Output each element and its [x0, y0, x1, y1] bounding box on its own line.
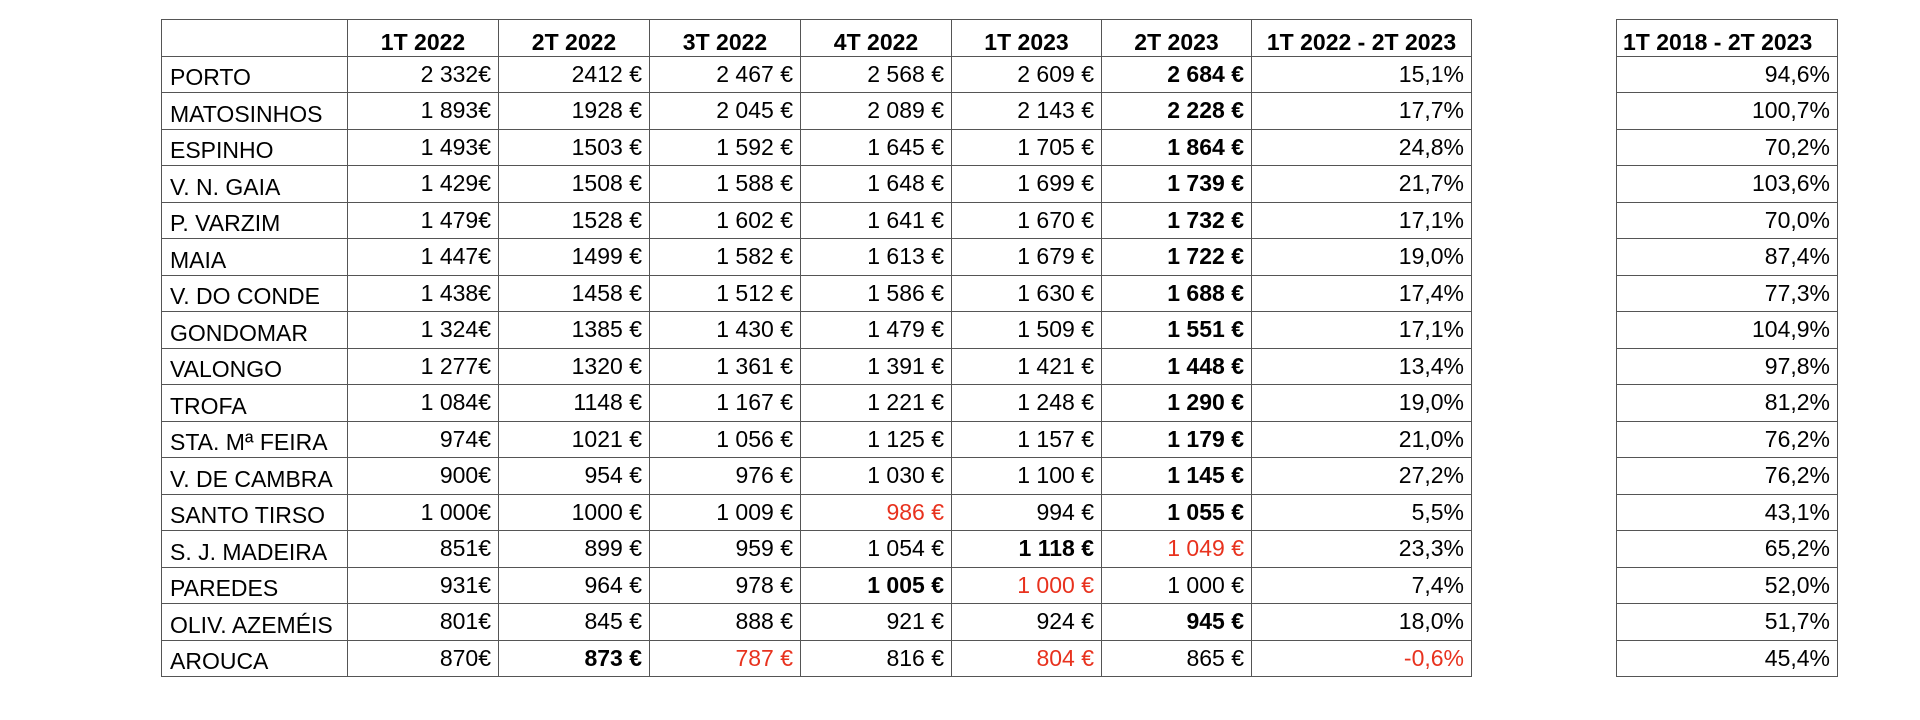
- city-cell: V. DO CONDE: [162, 275, 348, 312]
- price-cell: 1 429€: [348, 166, 499, 203]
- price-cell: 1 739 €: [1102, 166, 1252, 203]
- column-header: 1T 2022: [348, 20, 499, 57]
- price-cell: 1 893€: [348, 93, 499, 130]
- city-cell: STA. Mª FEIRA: [162, 421, 348, 458]
- price-cell: 1 100 €: [952, 458, 1102, 495]
- price-cell: 865 €: [1102, 640, 1252, 677]
- price-cell: 1148 €: [499, 385, 650, 422]
- percent-change-cell: 19,0%: [1252, 385, 1472, 422]
- percent-change-cell: 76,2%: [1617, 421, 1838, 458]
- column-header: 1T 2018 - 2T 2023: [1617, 20, 1838, 57]
- price-cell: 1 054 €: [801, 531, 952, 568]
- percent-change-cell: 17,7%: [1252, 93, 1472, 130]
- price-cell: 1 447€: [348, 239, 499, 276]
- table-row: [1617, 275, 1838, 312]
- price-cell: 1000 €: [499, 494, 650, 531]
- price-cell: 1 670 €: [952, 202, 1102, 239]
- price-cell: 964 €: [499, 567, 650, 604]
- table-row: [1617, 494, 1838, 531]
- price-cell: 2 089 €: [801, 93, 952, 130]
- price-cell: 1 479€: [348, 202, 499, 239]
- price-cell: 900€: [348, 458, 499, 495]
- column-header: 4T 2022: [801, 20, 952, 57]
- percent-change-cell: 52,0%: [1617, 567, 1838, 604]
- city-cell: GONDOMAR: [162, 312, 348, 349]
- table-row: [1617, 129, 1838, 166]
- price-cell: 1 732 €: [1102, 202, 1252, 239]
- price-cell: 2 684 €: [1102, 56, 1252, 93]
- city-cell: SANTO TIRSO: [162, 494, 348, 531]
- percent-change-cell: 45,4%: [1617, 640, 1838, 677]
- table-row: [162, 129, 1472, 166]
- price-cell: 1 056 €: [650, 421, 801, 458]
- table-row: [162, 531, 1472, 568]
- price-cell: 931€: [348, 567, 499, 604]
- table-row: [162, 567, 1472, 604]
- percent-change-cell: 19,0%: [1252, 239, 1472, 276]
- price-cell: 1 479 €: [801, 312, 952, 349]
- price-cell: 1 722 €: [1102, 239, 1252, 276]
- table-row: [162, 56, 1472, 93]
- table-row: [1617, 458, 1838, 495]
- city-cell: PORTO: [162, 56, 348, 93]
- price-cell: 1 438€: [348, 275, 499, 312]
- header-row: [162, 20, 1472, 57]
- price-cell: 1 157 €: [952, 421, 1102, 458]
- table-row: [1617, 567, 1838, 604]
- table-row: [1617, 166, 1838, 203]
- price-cell: 1508 €: [499, 166, 650, 203]
- price-cell: 2 568 €: [801, 56, 952, 93]
- city-cell: V. N. GAIA: [162, 166, 348, 203]
- percent-change-cell: 21,7%: [1252, 166, 1472, 203]
- column-header: 2T 2023: [1102, 20, 1252, 57]
- city-cell: OLIV. AZEMÉIS: [162, 604, 348, 641]
- table-row: [162, 312, 1472, 349]
- price-cell: 1 167 €: [650, 385, 801, 422]
- price-cell: 1 055 €: [1102, 494, 1252, 531]
- table-row: [1617, 56, 1838, 93]
- percent-change-cell: 18,0%: [1252, 604, 1472, 641]
- price-cell: 1 049 €: [1102, 531, 1252, 568]
- price-cell: 1 221 €: [801, 385, 952, 422]
- percent-change-cell: 97,8%: [1617, 348, 1838, 385]
- price-cell: 1 630 €: [952, 275, 1102, 312]
- price-cell: 1928 €: [499, 93, 650, 130]
- price-cell: 1 705 €: [952, 129, 1102, 166]
- price-cell: 2 143 €: [952, 93, 1102, 130]
- price-cell: 978 €: [650, 567, 801, 604]
- price-cell: 1 179 €: [1102, 421, 1252, 458]
- price-cell: 1 582 €: [650, 239, 801, 276]
- table-row: [1617, 640, 1838, 677]
- price-cell: 1 391 €: [801, 348, 952, 385]
- price-cell: 1 030 €: [801, 458, 952, 495]
- percent-change-cell: 17,4%: [1252, 275, 1472, 312]
- price-cell: 2 467 €: [650, 56, 801, 93]
- city-cell: PAREDES: [162, 567, 348, 604]
- table-row: [162, 640, 1472, 677]
- price-cell: 1 361 €: [650, 348, 801, 385]
- table-row: [1617, 239, 1838, 276]
- percent-change-cell: 103,6%: [1617, 166, 1838, 203]
- column-header: 3T 2022: [650, 20, 801, 57]
- header-row: [1617, 20, 1838, 57]
- table-row: [162, 275, 1472, 312]
- price-cell: 851€: [348, 531, 499, 568]
- price-cell: 1 613 €: [801, 239, 952, 276]
- city-cell: ESPINHO: [162, 129, 348, 166]
- percent-change-cell: 23,3%: [1252, 531, 1472, 568]
- table-row: [162, 166, 1472, 203]
- table-row: [162, 348, 1472, 385]
- table-row: [162, 385, 1472, 422]
- price-cell: 1 145 €: [1102, 458, 1252, 495]
- price-cell: 1 493€: [348, 129, 499, 166]
- percent-change-cell: 5,5%: [1252, 494, 1472, 531]
- price-cell: 2 228 €: [1102, 93, 1252, 130]
- price-cell: 959 €: [650, 531, 801, 568]
- percent-change-cell: -0,6%: [1252, 640, 1472, 677]
- percent-change-cell: 70,2%: [1617, 129, 1838, 166]
- city-cell: V. DE CAMBRA: [162, 458, 348, 495]
- price-cell: 1 125 €: [801, 421, 952, 458]
- price-cell: 2 609 €: [952, 56, 1102, 93]
- table-row: [1617, 385, 1838, 422]
- price-cell: 1528 €: [499, 202, 650, 239]
- price-cell: 1 688 €: [1102, 275, 1252, 312]
- price-cell: 787 €: [650, 640, 801, 677]
- price-cell: 1 648 €: [801, 166, 952, 203]
- percent-change-cell: 7,4%: [1252, 567, 1472, 604]
- percent-change-cell: 70,0%: [1617, 202, 1838, 239]
- price-cell: 1 602 €: [650, 202, 801, 239]
- price-cell: 1 118 €: [952, 531, 1102, 568]
- price-cell: 1 000 €: [952, 567, 1102, 604]
- table-row: [162, 202, 1472, 239]
- price-cell: 2 045 €: [650, 93, 801, 130]
- price-cell: 845 €: [499, 604, 650, 641]
- table-row: [1617, 604, 1838, 641]
- percent-change-cell: 81,2%: [1617, 385, 1838, 422]
- table-row: [162, 239, 1472, 276]
- table-row: [1617, 421, 1838, 458]
- percent-change-cell: 77,3%: [1617, 275, 1838, 312]
- city-cell: MATOSINHOS: [162, 93, 348, 130]
- table-row: [162, 604, 1472, 641]
- table-row: [1617, 312, 1838, 349]
- price-cell: 1 084€: [348, 385, 499, 422]
- column-header: 1T 2022 - 2T 2023: [1252, 20, 1472, 57]
- price-cell: 1503 €: [499, 129, 650, 166]
- price-cell: 1 009 €: [650, 494, 801, 531]
- table-row: [1617, 93, 1838, 130]
- price-cell: 1385 €: [499, 312, 650, 349]
- city-cell: TROFA: [162, 385, 348, 422]
- price-cell: 1 512 €: [650, 275, 801, 312]
- price-cell: 888 €: [650, 604, 801, 641]
- price-cell: 1021 €: [499, 421, 650, 458]
- price-cell: 873 €: [499, 640, 650, 677]
- city-cell: P. VARZIM: [162, 202, 348, 239]
- percent-change-cell: 17,1%: [1252, 202, 1472, 239]
- percent-change-cell: 13,4%: [1252, 348, 1472, 385]
- table-row: [162, 93, 1472, 130]
- price-cell: 974€: [348, 421, 499, 458]
- price-cell: 921 €: [801, 604, 952, 641]
- price-cell: 954 €: [499, 458, 650, 495]
- price-cell: 816 €: [801, 640, 952, 677]
- price-cell: 1 864 €: [1102, 129, 1252, 166]
- column-header: 1T 2023: [952, 20, 1102, 57]
- price-cell: 899 €: [499, 531, 650, 568]
- table-row: [1617, 348, 1838, 385]
- price-cell: 1320 €: [499, 348, 650, 385]
- percent-change-cell: 27,2%: [1252, 458, 1472, 495]
- percent-change-cell: 94,6%: [1617, 56, 1838, 93]
- price-cell: 870€: [348, 640, 499, 677]
- price-cell: 1 324€: [348, 312, 499, 349]
- price-cell: 1 290 €: [1102, 385, 1252, 422]
- price-cell: 1 000€: [348, 494, 499, 531]
- price-cell: 1 421 €: [952, 348, 1102, 385]
- price-cell: 1499 €: [499, 239, 650, 276]
- city-cell: AROUCA: [162, 640, 348, 677]
- price-cell: 1 000 €: [1102, 567, 1252, 604]
- percent-change-cell: 24,8%: [1252, 129, 1472, 166]
- price-cell: 986 €: [801, 494, 952, 531]
- price-cell: 1 509 €: [952, 312, 1102, 349]
- price-cell: 1 277€: [348, 348, 499, 385]
- city-cell: S. J. MADEIRA: [162, 531, 348, 568]
- percent-change-cell: 76,2%: [1617, 458, 1838, 495]
- percent-change-cell: 100,7%: [1617, 93, 1838, 130]
- percent-change-cell: 65,2%: [1617, 531, 1838, 568]
- table-row: [1617, 202, 1838, 239]
- corner-header: [162, 20, 348, 57]
- column-header: 2T 2022: [499, 20, 650, 57]
- price-cell: 1458 €: [499, 275, 650, 312]
- percent-change-cell: 21,0%: [1252, 421, 1472, 458]
- price-cell: 801€: [348, 604, 499, 641]
- price-cell: 994 €: [952, 494, 1102, 531]
- price-cell: 924 €: [952, 604, 1102, 641]
- price-cell: 1 699 €: [952, 166, 1102, 203]
- price-cell: 1 551 €: [1102, 312, 1252, 349]
- regional-price-table: [161, 19, 1472, 677]
- table-row: [1617, 531, 1838, 568]
- percent-change-cell: 43,1%: [1617, 494, 1838, 531]
- city-cell: VALONGO: [162, 348, 348, 385]
- price-cell: 1 641 €: [801, 202, 952, 239]
- price-cell: 1 430 €: [650, 312, 801, 349]
- price-cell: 1 679 €: [952, 239, 1102, 276]
- price-cell: 804 €: [952, 640, 1102, 677]
- price-cell: 945 €: [1102, 604, 1252, 641]
- price-cell: 1 588 €: [650, 166, 801, 203]
- percent-change-cell: 15,1%: [1252, 56, 1472, 93]
- percent-change-cell: 17,1%: [1252, 312, 1472, 349]
- price-cell: 976 €: [650, 458, 801, 495]
- price-cell: 1 592 €: [650, 129, 801, 166]
- price-cell: 1 645 €: [801, 129, 952, 166]
- percent-change-cell: 104,9%: [1617, 312, 1838, 349]
- price-cell: 1 448 €: [1102, 348, 1252, 385]
- percent-change-cell: 51,7%: [1617, 604, 1838, 641]
- price-cell: 1 248 €: [952, 385, 1102, 422]
- city-cell: MAIA: [162, 239, 348, 276]
- price-cell: 1 586 €: [801, 275, 952, 312]
- price-cell: 2412 €: [499, 56, 650, 93]
- table-row: [162, 458, 1472, 495]
- percent-change-cell: 87,4%: [1617, 239, 1838, 276]
- table-row: [162, 421, 1472, 458]
- table-row: [162, 494, 1472, 531]
- price-cell: 1 005 €: [801, 567, 952, 604]
- long-term-change-table: [1616, 19, 1838, 677]
- price-cell: 2 332€: [348, 56, 499, 93]
